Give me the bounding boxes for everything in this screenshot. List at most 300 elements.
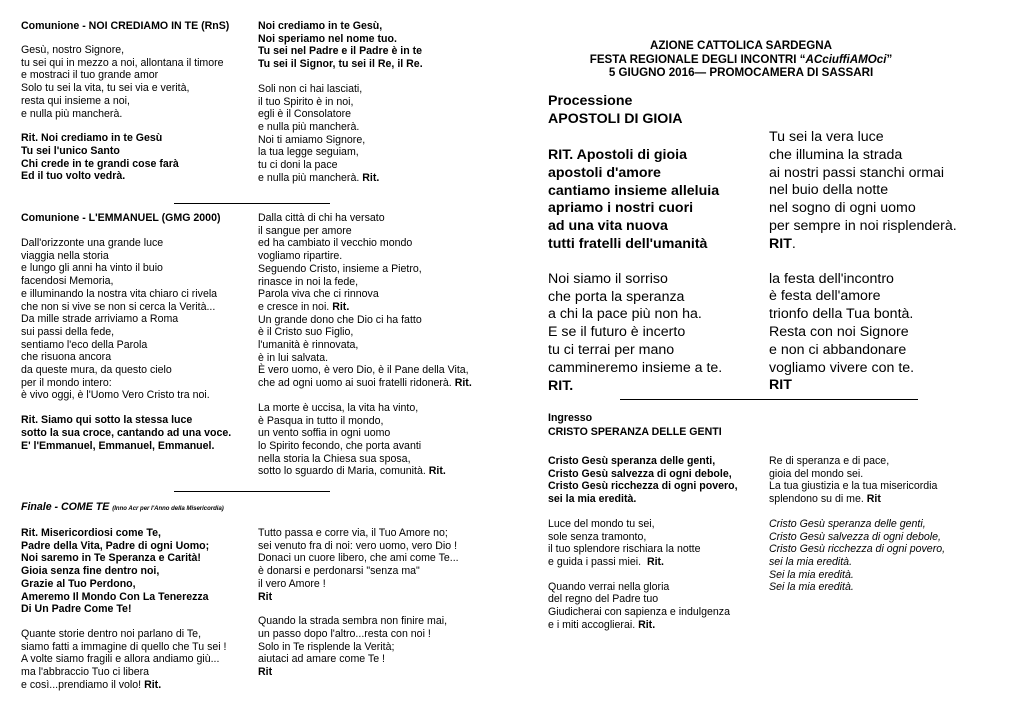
stanza-gap xyxy=(21,402,231,414)
song-line xyxy=(548,165,722,183)
song-line xyxy=(258,250,472,263)
song-line-text: viaggia nella storia xyxy=(21,249,109,262)
refrain-marker: Rit xyxy=(866,493,881,506)
song-line-text: un vento soffia in ogni uomo xyxy=(258,427,391,440)
song-line-text: Rit. Siamo qui sotto la stessa luce xyxy=(21,414,193,427)
song-line xyxy=(258,666,459,679)
song-line xyxy=(21,95,224,108)
song-line xyxy=(769,342,957,360)
song-line-text: RIT. xyxy=(548,377,574,394)
song-line xyxy=(21,301,231,314)
song-line xyxy=(258,172,423,185)
song-line xyxy=(769,493,945,506)
song-line-text: E' l'Emmanuel, Emmanuel, Emmanuel. xyxy=(21,439,215,452)
song-line xyxy=(258,591,459,604)
song-line xyxy=(21,628,227,641)
song-line xyxy=(769,182,957,200)
song-line-text: Rit. Noi crediamo in te Gesù xyxy=(21,132,163,145)
song-line xyxy=(21,540,227,553)
song-line xyxy=(258,415,472,428)
finale-subtitle: (Inno Acr per l'Anno della Misericordia) xyxy=(112,506,224,512)
ingresso-col2 xyxy=(769,455,945,594)
song-line xyxy=(548,360,722,378)
song-line xyxy=(258,440,472,453)
song-line-text: Da mille strade arriviamo a Roma xyxy=(21,313,179,326)
song-line xyxy=(21,275,231,288)
stanza-gap xyxy=(258,603,459,615)
song-line-text: RIT xyxy=(769,235,792,252)
song-line-text: RIT xyxy=(769,377,792,394)
song-line-text: l'umanità è rinnovata, xyxy=(258,339,359,352)
song-line-text: nella storia la Chiesa sua sposa, xyxy=(258,452,411,465)
song-line xyxy=(258,402,472,415)
song-line-text: Luce del mondo tu sei, xyxy=(548,517,655,530)
song-line xyxy=(769,569,945,582)
song-line-text: ma l'abbraccio Tuo ci libera xyxy=(21,666,150,679)
song-line xyxy=(21,641,227,654)
refrain-marker: Rit. xyxy=(362,171,380,184)
song-line-text: Di Un Padre Come Te! xyxy=(21,603,132,616)
song-line xyxy=(21,108,224,121)
song-line xyxy=(21,313,231,326)
song-line-text: Ameremo Il Mondo Con La Tenerezza xyxy=(21,590,209,603)
song-line-text: è festa dell'amore xyxy=(769,288,881,305)
song-line xyxy=(548,480,738,493)
song-line-text: lo Spirito fecondo, che porta avanti xyxy=(258,439,422,452)
song-line-text: Solo in Te risplende la Verità; xyxy=(258,640,395,653)
song-line-text: vogliamo ripartire. xyxy=(258,250,343,263)
stanza-gap xyxy=(769,254,957,271)
song-line xyxy=(258,377,472,390)
song-line-text: Sei la mia eredità. xyxy=(769,568,854,581)
song-line-text: il tuo splendore rischiara la notte xyxy=(548,543,701,556)
header-line2-a: FESTA REGIONALE DEGLI INCONTRI “ xyxy=(589,52,806,66)
song-line xyxy=(769,556,945,569)
song-line xyxy=(258,45,423,58)
song-line xyxy=(769,218,957,236)
song-line xyxy=(21,170,224,183)
song-line xyxy=(258,653,459,666)
song-line xyxy=(258,527,459,540)
song-line-text: e guida i passi miei. xyxy=(548,555,647,568)
song-line xyxy=(21,552,227,565)
refrain-marker: Rit. xyxy=(332,300,350,313)
song-line-text: Quando verrai nella gloria xyxy=(548,580,670,593)
song-line xyxy=(769,455,945,468)
comunione1-col2 xyxy=(258,20,423,184)
song-line-text: e cresce in noi. xyxy=(258,300,333,313)
song-line xyxy=(21,389,231,402)
song-line-text: Noi crediamo in te Gesù, xyxy=(258,20,383,32)
song-line xyxy=(769,377,957,395)
song-line xyxy=(21,250,231,263)
song-line xyxy=(769,543,945,556)
header-line2 xyxy=(548,53,934,67)
finale-col1 xyxy=(21,527,227,691)
song-line-text: Quando la strada sembra non finire mai, xyxy=(258,615,448,628)
song-line xyxy=(769,581,945,594)
song-line-text: Gioia senza fine dentro noi, xyxy=(21,565,160,578)
song-line-text: e i miti accoglierai. xyxy=(548,618,639,631)
song-line xyxy=(21,44,224,57)
stanza-gap xyxy=(548,569,738,581)
song-line-text: Cristo Gesù salvezza di ogni debole, xyxy=(769,530,941,543)
song-line xyxy=(548,236,722,254)
song-line xyxy=(21,591,227,604)
song-line-text: Cristo Gesù ricchezza di ogni povero, xyxy=(548,480,738,493)
song-line-text: A volte siamo fragili e allora andiamo giù... xyxy=(21,653,220,666)
stanza-gap xyxy=(258,71,423,83)
song-line-text: Cristo Gesù salvezza di ogni debole, xyxy=(548,467,732,480)
song-line-text: Tu sei l'unico Santo xyxy=(21,144,120,157)
song-line-text: e nulla più mancherà. xyxy=(258,171,363,184)
comunione2-title: Comunione - L'EMMANUEL (GMG 2000) xyxy=(21,212,221,224)
song-line xyxy=(258,427,472,440)
song-line xyxy=(258,301,472,314)
song-line xyxy=(769,129,957,147)
song-line-text: Rit xyxy=(258,666,273,679)
processione-label: Processione xyxy=(548,93,633,109)
refrain-marker: Rit. xyxy=(428,465,446,478)
song-line xyxy=(21,578,227,591)
song-line xyxy=(258,121,423,134)
song-line xyxy=(769,360,957,378)
song-line-text: cantiamo insieme alleluia xyxy=(548,182,720,199)
header xyxy=(548,39,934,80)
song-line-text: e non ci abbandonare xyxy=(769,341,907,358)
song-line xyxy=(258,465,472,478)
stanza-gap xyxy=(258,390,472,402)
song-line-text: è in lui salvata. xyxy=(258,351,329,364)
song-line-text: per sempre in noi risplenderà. xyxy=(769,217,957,234)
processione-col2 xyxy=(769,129,957,395)
song-line xyxy=(769,324,957,342)
song-line-text: è donarsi e perdonarsi "senza ma" xyxy=(258,565,420,578)
stanza-gap xyxy=(548,254,722,271)
song-line-text: la festa dell'incontro xyxy=(769,270,894,287)
song-line xyxy=(258,159,423,172)
song-line xyxy=(548,581,738,594)
processione-title: APOSTOLI DI GIOIA xyxy=(548,111,683,127)
song-line xyxy=(21,339,231,352)
song-line xyxy=(548,455,738,468)
song-line-text: e nulla più mancherà. xyxy=(258,120,360,133)
song-line-text: Noi saremo in Te Speranza e Carità! xyxy=(21,552,201,565)
song-line xyxy=(548,493,738,506)
song-line xyxy=(258,58,423,71)
song-line xyxy=(548,218,722,236)
song-line-text: ad una vita nuova xyxy=(548,218,668,235)
song-line xyxy=(21,57,224,70)
song-line xyxy=(258,326,472,339)
song-line xyxy=(769,306,957,324)
refrain-marker: Rit. xyxy=(646,555,665,568)
song-line xyxy=(21,679,227,692)
song-line-text: che risuona ancora xyxy=(21,351,112,364)
song-line-text: Sei la mia eredità. xyxy=(769,581,854,594)
song-line xyxy=(258,540,459,553)
song-line-text: RIT. Apostoli di gioia xyxy=(548,147,687,163)
song-line xyxy=(258,225,472,238)
song-line-text: Gesù, nostro Signore, xyxy=(21,44,125,56)
song-line xyxy=(258,237,472,250)
song-line-text: Cristo Gesù ricchezza di ogni povero, xyxy=(769,543,946,556)
ingresso-title: CRISTO SPERANZA DELLE GENTI xyxy=(548,426,722,438)
song-line-text: Soli non ci hai lasciati, xyxy=(258,82,363,95)
song-line-text: Resta con noi Signore xyxy=(769,323,909,340)
song-line-text: che porta la speranza xyxy=(548,288,685,305)
song-line xyxy=(548,518,738,531)
song-line-text: la tua legge seguiam, xyxy=(258,146,359,159)
song-line-text: Re di speranza e di pace, xyxy=(769,455,890,467)
song-line xyxy=(258,146,423,159)
song-line xyxy=(258,212,472,225)
song-line-text: Noi siamo il sorriso xyxy=(548,270,668,287)
ingresso-label: Ingresso xyxy=(548,412,593,424)
song-line-text: un passo dopo l'altro...resta con noi ! xyxy=(258,627,431,640)
song-line-text: cammineremo insieme a te. xyxy=(548,359,723,376)
song-line xyxy=(21,653,227,666)
song-line xyxy=(548,556,738,569)
song-line xyxy=(548,606,738,619)
song-line-text: sole senza tramonto, xyxy=(548,530,647,543)
song-line xyxy=(548,593,738,606)
line-suffix: . xyxy=(791,235,796,252)
song-line-text: e illuminando la nostra vita chiaro ci rivela xyxy=(21,287,218,300)
song-line-text: Ed il tuo volto vedrà. xyxy=(21,170,126,183)
song-line xyxy=(21,351,231,364)
song-line-text: Grazie al Tuo Perdono, xyxy=(21,577,136,590)
song-line xyxy=(769,518,945,531)
stanza-gap xyxy=(548,506,738,518)
song-line-text: Tutto passa e corre via, il Tuo Amore no; xyxy=(258,527,448,539)
song-line-text: tu sei qui in mezzo a noi, allontana il timore xyxy=(21,56,224,69)
song-line-text: apostoli d'amore xyxy=(548,164,661,181)
header-line2-c: ” xyxy=(886,52,893,66)
song-line xyxy=(258,83,423,96)
song-line-text: Noi speriamo nel nome tuo. xyxy=(258,32,397,45)
song-line-text: sei la mia eredità. xyxy=(769,555,853,568)
song-line xyxy=(258,352,472,365)
song-line-text: Rit. Misericordiosi come Te, xyxy=(21,527,161,539)
song-line-text: È vero uomo, è vero Dio, è il Pane della Vita, xyxy=(258,364,469,377)
song-line-text: che illumina la strada xyxy=(769,146,903,163)
stanza-gap xyxy=(21,616,227,628)
song-line-text: Tu sei nel Padre e il Padre è in te xyxy=(258,45,423,58)
song-line xyxy=(258,134,423,147)
song-line xyxy=(548,324,722,342)
song-line xyxy=(258,33,423,46)
song-line xyxy=(548,342,722,360)
song-line-text: che non si vive se non si cerca la Verità... xyxy=(21,300,216,313)
song-line-text: Solo tu sei la vita, tu sei via e verità, xyxy=(21,82,190,95)
finale-title-text: Finale - COME TE xyxy=(21,501,110,513)
song-line xyxy=(258,288,472,301)
song-line-text: trionfo della Tua bontà. xyxy=(769,306,914,323)
song-line xyxy=(21,82,224,95)
song-line xyxy=(21,666,227,679)
divider xyxy=(174,203,330,204)
song-line-text: e così...prendiamo il volo! xyxy=(21,678,145,691)
song-line xyxy=(769,147,957,165)
song-line xyxy=(258,552,459,565)
song-line xyxy=(548,147,722,165)
song-line xyxy=(769,200,957,218)
song-line-text: E se il futuro è incerto xyxy=(548,324,686,341)
song-line-text: e mostraci il tuo grande amor xyxy=(21,69,159,82)
song-line-text: gioia del mondo sei. xyxy=(769,467,864,480)
song-line-text: tutti fratelli dell'umanità xyxy=(548,235,708,252)
song-line xyxy=(769,531,945,544)
header-line2-b: ACciuffiAMOci xyxy=(805,52,887,66)
divider xyxy=(620,399,918,400)
song-line xyxy=(769,288,957,306)
song-line xyxy=(258,628,459,641)
comunione1-title: Comunione - NOI CREDIAMO IN TE (RnS) xyxy=(21,20,230,32)
song-line xyxy=(21,603,227,616)
stanza-gap xyxy=(21,120,224,132)
song-line xyxy=(769,165,957,183)
song-line xyxy=(548,468,738,481)
song-line xyxy=(21,158,224,171)
song-line xyxy=(258,641,459,654)
song-line xyxy=(548,289,722,307)
comunione2-col1 xyxy=(21,237,231,452)
song-line xyxy=(258,578,459,591)
song-line xyxy=(548,200,722,218)
song-line xyxy=(258,108,423,121)
song-line-text: siamo fatti a immagine di quello che Tu sei ! xyxy=(21,640,227,653)
song-line xyxy=(21,565,227,578)
song-line-text: Cristo Gesù speranza delle genti, xyxy=(769,517,926,530)
song-line xyxy=(548,543,738,556)
song-line-text: La morte è uccisa, la vita ha vinto, xyxy=(258,401,419,414)
header-line3: 5 GIUGNO 2016— PROMOCAMERA DI SASSARI xyxy=(608,66,874,80)
song-line-text: a chi la pace più non ha. xyxy=(548,306,702,323)
refrain-marker: Rit. xyxy=(144,678,162,691)
song-line-text: Rit xyxy=(258,590,273,603)
song-line xyxy=(258,276,472,289)
song-line-text: nel sogno di ogni uomo xyxy=(769,200,916,217)
finale-col2 xyxy=(258,527,459,679)
song-line-text: facendosi Memoria, xyxy=(21,275,114,288)
song-line xyxy=(258,263,472,276)
comunione2-col2 xyxy=(258,212,472,478)
song-line-text: Tu sei il Signor, tu sei il Re, il Re. xyxy=(258,58,423,71)
song-line xyxy=(258,339,472,352)
song-line-text: e lungo gli anni ha vinto il buio xyxy=(21,262,163,275)
song-line-text: sui passi della fede, xyxy=(21,325,115,338)
song-line-text: il vero Amore ! xyxy=(258,577,326,590)
song-line-text: vogliamo vivere con te. xyxy=(769,359,915,376)
header-line1: AZIONE CATTOLICA SARDEGNA xyxy=(649,39,833,52)
song-line xyxy=(548,271,722,289)
song-line-text: La tua giustizia e la tua misericordia xyxy=(769,480,938,493)
song-line-text: sei la mia eredità. xyxy=(548,493,637,506)
song-line-text: è Pasqua in tutto il mondo, xyxy=(258,414,384,427)
refrain-marker: Rit. xyxy=(454,377,472,390)
song-line xyxy=(769,236,957,254)
stanza-gap xyxy=(769,506,945,518)
song-line xyxy=(548,183,722,201)
song-line-text: il tuo Spirito è in noi, xyxy=(258,95,354,108)
song-line-text: del regno del Padre tuo xyxy=(548,593,659,606)
stanza-gap xyxy=(548,130,722,147)
comunione1-col1 xyxy=(21,44,224,183)
song-line-text: per il mondo intero: xyxy=(21,376,112,389)
song-line-text: apriamo i nostri cuori xyxy=(548,200,694,217)
song-line xyxy=(21,262,231,275)
song-line-text: tu ci doni la pace xyxy=(258,159,338,172)
song-line-text: sotto lo sguardo di Maria, comunità. xyxy=(258,465,429,478)
song-line-text: Dall'orizzonte una grande luce xyxy=(21,237,164,249)
song-line-text: sotto la sua croce, cantando ad una voce. xyxy=(21,426,232,439)
song-line-text: Chi crede in te grandi cose farà xyxy=(21,157,179,170)
song-line-text: splendono su di me. xyxy=(769,493,867,506)
song-line-text: Seguendo Cristo, insieme a Pietro, xyxy=(258,262,422,275)
song-line xyxy=(21,145,224,158)
song-line-text: Cristo Gesù speranza delle genti, xyxy=(548,455,716,467)
song-line xyxy=(258,314,472,327)
ingresso-col1 xyxy=(548,455,738,631)
song-line-text: Noi ti amiamo Signore, xyxy=(258,133,366,146)
song-line xyxy=(548,531,738,544)
song-line-text: da queste mura, da questo cielo xyxy=(21,364,172,377)
song-line xyxy=(21,377,231,390)
song-line-text: è vivo oggi, è l'Uomo Vero Cristo tra noi. xyxy=(21,389,210,402)
song-line-text: Padre della Vita, Padre di ogni Uomo; xyxy=(21,539,210,552)
song-line xyxy=(21,237,231,250)
song-line xyxy=(21,364,231,377)
song-line-text: è il Cristo suo Figlio, xyxy=(258,326,354,339)
song-line xyxy=(258,615,459,628)
song-line xyxy=(21,440,231,453)
song-line xyxy=(21,527,227,540)
song-line-text: il sangue per amore xyxy=(258,224,352,237)
song-line xyxy=(769,271,957,289)
song-line xyxy=(21,326,231,339)
song-line xyxy=(21,132,224,145)
song-line-text: sei venuto fra di noi: vero uomo, vero Dio ! xyxy=(258,539,458,552)
song-line-text: resta qui insieme a noi, xyxy=(21,94,130,107)
song-line-text: aiutaci ad amare come Te ! xyxy=(258,653,385,666)
song-line xyxy=(258,565,459,578)
song-line-text: egli è il Consolatore xyxy=(258,108,352,121)
finale-title xyxy=(21,501,224,516)
song-line xyxy=(21,69,224,82)
song-line xyxy=(21,414,231,427)
song-line-text: rinasce in noi la fede, xyxy=(258,275,359,288)
song-line-text: tu ci terrai per mano xyxy=(548,341,675,358)
song-line xyxy=(258,96,423,109)
divider xyxy=(174,491,330,492)
processione-col1 xyxy=(548,130,722,395)
song-line-text: nel buio della notte xyxy=(769,182,889,199)
song-line xyxy=(258,364,472,377)
song-line-text: e nulla più mancherà. xyxy=(21,107,123,120)
song-line-text: ed ha cambiato il vecchio mondo xyxy=(258,237,413,250)
song-line xyxy=(548,378,722,396)
song-line xyxy=(548,306,722,324)
song-line xyxy=(258,20,423,33)
song-line-text: sentiamo l'eco della Parola xyxy=(21,338,148,351)
song-line xyxy=(258,453,472,466)
song-line-text: Donaci un cuore libero, che ami come Te... xyxy=(258,552,459,565)
song-line-text: Quante storie dentro noi parlano di Te, xyxy=(21,627,202,640)
song-line-text: Dalla città di chi ha versato xyxy=(258,212,385,224)
song-line xyxy=(548,619,738,632)
song-line-text: Parola viva che ci rinnova xyxy=(258,288,379,301)
